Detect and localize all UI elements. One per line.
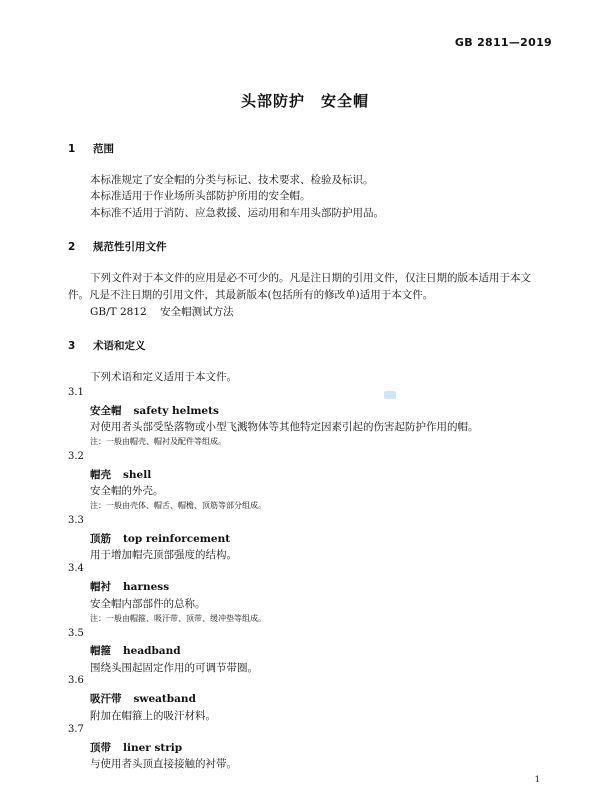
term-chinese: 吸汗带 <box>90 693 122 705</box>
term-english: top reinforcement <box>123 533 231 545</box>
normative-paragraph-line: 下列文件对于本文件的应用是必不可少的。凡是注日期的引用文件，仅注日期的版本适用于本文 <box>90 272 531 284</box>
term-note: 注：一般由帽箍、吸汗带、顶带、缓冲垫等组成。 <box>90 614 266 623</box>
term-chinese: 顶筋 <box>90 533 111 545</box>
term-chinese: 帽箍 <box>90 645 111 657</box>
terms-intro: 下列术语和定义适用于本文件。 <box>90 371 237 383</box>
term-definition: 安全帽的外壳。 <box>90 485 164 497</box>
section-heading-terms <box>68 338 146 353</box>
page-number: 1 <box>534 775 540 785</box>
term-english: safety helmets <box>133 405 219 417</box>
reference-title: 安全帽测试方法 <box>160 306 234 318</box>
term-english: harness <box>123 581 170 593</box>
section-heading-normative <box>68 239 167 254</box>
term-entry <box>90 740 182 755</box>
term-definition: 与使用者头顶直接接触的衬带。 <box>90 758 237 770</box>
section-title: 范围 <box>93 143 114 155</box>
clause-number: 3.1 <box>68 387 84 398</box>
section-number: 1 <box>68 143 76 155</box>
section-number: 2 <box>68 241 76 253</box>
term-english: liner strip <box>123 742 183 754</box>
term-definition: 对使用者头部受坠落物或小型飞溅物体等其他特定因素引起的伤害起防护作用的帽。 <box>90 421 479 433</box>
section-number: 3 <box>68 340 76 352</box>
term-note: 注：一般由帽壳、帽衬及配件等组成。 <box>90 437 226 446</box>
scope-paragraph: 本标准不适用于消防、应急救援、运动用和车用头部防护用品。 <box>90 207 384 219</box>
section-heading-scope <box>68 141 114 156</box>
term-entry <box>90 691 196 706</box>
scope-paragraph: 本标准适用于作业场所头部防护所用的安全帽。 <box>90 190 311 202</box>
normative-reference <box>90 304 234 319</box>
term-english: sweatband <box>133 693 196 705</box>
clause-number: 3.5 <box>68 628 84 639</box>
watermark-stamp <box>384 391 396 399</box>
document-title: 头部防护 安全帽 <box>240 92 369 110</box>
term-chinese: 帽衬 <box>90 581 111 593</box>
term-entry <box>90 531 230 546</box>
term-entry <box>90 579 169 594</box>
term-english: shell <box>123 469 152 481</box>
clause-number: 3.3 <box>68 515 84 526</box>
term-definition: 安全帽内部部件的总称。 <box>90 598 206 610</box>
section-title: 规范性引用文件 <box>93 241 167 253</box>
standard-number: GB 2811—2019 <box>454 36 552 49</box>
term-note: 注：一般由壳体、帽舌、帽檐、顶筋等部分组成。 <box>90 501 266 510</box>
section-title: 术语和定义 <box>93 340 146 352</box>
scope-paragraph: 本标准规定了安全帽的分类与标记、技术要求、检验及标识。 <box>90 174 374 186</box>
term-chinese: 顶带 <box>90 742 111 754</box>
term-entry <box>90 643 181 658</box>
clause-number: 3.4 <box>68 563 84 574</box>
term-definition: 围绕头围起固定作用的可调节带圈。 <box>90 662 258 674</box>
clause-number: 3.7 <box>68 724 84 735</box>
clause-number: 3.2 <box>68 451 84 462</box>
clause-number: 3.6 <box>68 675 84 686</box>
term-chinese: 帽壳 <box>90 469 111 481</box>
reference-code: GB/T 2812 <box>90 306 147 318</box>
normative-paragraph-line: 件。凡是不注日期的引用文件，其最新版本(包括所有的修改单)适用于本文件。 <box>68 289 434 301</box>
term-entry <box>90 403 219 418</box>
term-definition: 用于增加帽壳顶部强度的结构。 <box>90 549 237 561</box>
term-definition: 附加在帽箍上的吸汗材料。 <box>90 710 216 722</box>
term-entry <box>90 467 151 482</box>
term-chinese: 安全帽 <box>90 405 122 417</box>
term-english: headband <box>123 645 181 657</box>
